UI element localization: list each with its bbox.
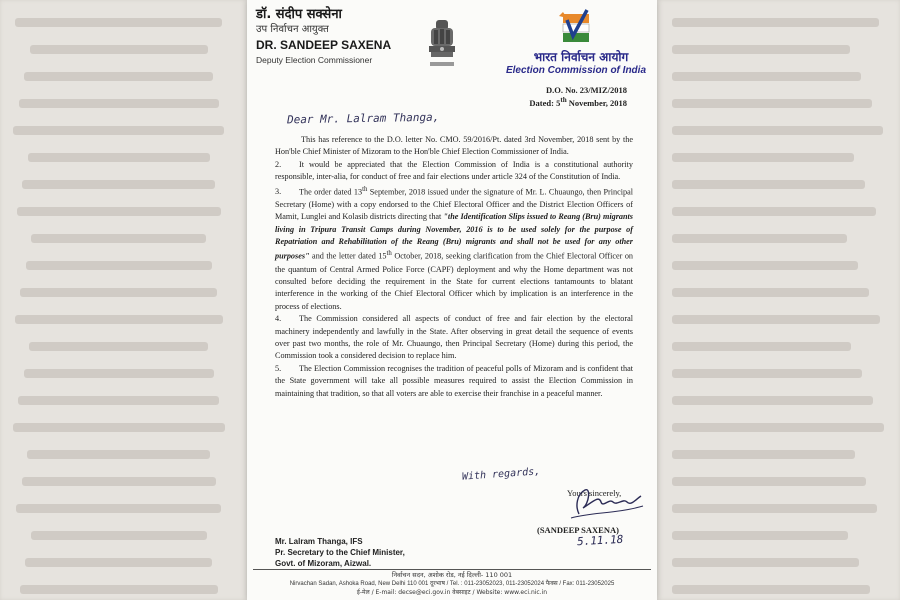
paragraph-4 — [275, 313, 633, 363]
letter-body — [275, 134, 633, 400]
date-prefix: Dated: 5 — [529, 97, 561, 108]
paragraph-number: 4. — [275, 314, 282, 324]
do-number: D.O. No. 23/MIZ/2018 — [546, 85, 627, 95]
footer-contact: ई-मेल / E-mail: decse@eci.gov.in वेबसाइट / Website: www.eci.nic.in — [356, 589, 548, 596]
paragraph-2 — [275, 159, 633, 184]
paragraph-3-text-b: September, 2018 issued under the signature of Mr. L. Chuaungo, then Principal Secretary (Home) with a copy endorsed to the Chief Electoral Officer and the District Election Officers of Mamit, Lunglei and Kolasib districts directing that — [275, 187, 633, 222]
blurred-text-line — [30, 45, 208, 54]
blurred-text-line — [672, 45, 850, 54]
blurred-text-line — [672, 315, 880, 324]
org-name-hindi: भारत निर्वाचन आयोग — [533, 50, 629, 64]
letter-date — [529, 96, 627, 108]
addressee-line-1: Mr. Lalram Thanga, IFS — [275, 537, 363, 546]
english-name: DR. SANDEEP SAXENA — [256, 38, 392, 52]
date-rest: November, 2018 — [566, 97, 627, 108]
ordinal-suffix: th — [362, 185, 368, 193]
paragraph-2-text: It would be appreciated that the Election Commission of India is a constitutional authority responsible, inter-alia, for conduct of free and fair elections under article 324 of the Constitution of India. — [275, 159, 633, 182]
blurred-text-line — [672, 234, 847, 243]
blurred-text-line — [672, 126, 883, 135]
blurred-text-line — [17, 207, 221, 216]
blurred-text-line — [26, 261, 212, 270]
national-emblem-icon — [425, 16, 459, 72]
handwritten-date: 5.11.18 — [576, 532, 624, 549]
blurred-text-line — [27, 450, 210, 459]
blurred-text-line — [15, 18, 222, 27]
blurred-text-line — [24, 72, 213, 81]
blurred-text-line — [15, 315, 223, 324]
addressee-line-3: Govt. of Mizoram, Aizwal. — [275, 559, 372, 568]
blurred-text-line — [672, 396, 873, 405]
quoted-order: "the Identification Slips issued to Reang (Bru) migrants living in Tripura Transit Camps during November, 2016 is to be used solely for the purpose of Repatriation and Rehabilitation of the Reang (Bru) migrants and shall not be used for any other purposes" — [275, 212, 633, 262]
blurred-text-line — [672, 99, 872, 108]
blurred-text-line — [672, 450, 855, 459]
blurred-text-line — [28, 153, 210, 162]
paragraph-3-text-d: October, 2018, seeking clarification from the Chief Electoral Officer on the quantum of Central Armed Police Force (CAPF) deployment and why the Home department was not consulted before deciding the requirement in the State for current elections tantamounts to blatant interference in the working of the Chief Electoral Officer which by implication is an interference in the process of elections. — [275, 252, 634, 311]
addressee-line-2: Pr. Secretary to the Chief Minister, — [275, 548, 405, 557]
blurred-text-line — [672, 72, 861, 81]
signer-name: (SANDEEP SAXENA) — [537, 525, 619, 535]
paragraph-1: This has reference to the D.O. letter No. CMO. 59/2016/Pt. dated 3rd November, 2018 sent by the Hon'ble Chief Minister of Mizoram to the Hon'ble Chief Election Commissioner of India. — [275, 135, 633, 157]
blurred-text-line — [13, 126, 224, 135]
blurred-text-line — [22, 477, 216, 486]
paragraph-3-text-a: The order dated 13 — [299, 187, 363, 197]
yours-sincerely: Yours sincerely, — [567, 488, 622, 498]
blurred-text-line — [672, 180, 865, 189]
footer-address-english: Nirvachan Sadan, Ashoka Road, New Delhi 110 001 दूरभाष / Tel. : 011-23052023, 011-23052024 फैक्स / Fax: 011-23052025 — [289, 581, 615, 587]
footer-address-hindi: निर्वाचन सदन, अशोक रोड, नई दिल्ली- 110 001 — [391, 571, 513, 579]
blurred-text-line — [672, 423, 884, 432]
blurred-text-line — [672, 261, 858, 270]
blurred-text-line — [672, 369, 862, 378]
blurred-text-line — [31, 531, 207, 540]
date-suffix-ordinal: th — [560, 96, 567, 104]
paragraph-5-text: The Election Commission recognises the tradition of peaceful polls of Mizoram and is confident that the State government will take all possible measures required to assist the Election Commission in maintaining that tradition, so that all voters are able to exercise their franchise in a peaceful manner. — [275, 363, 633, 398]
blurred-text-line — [672, 531, 848, 540]
blurred-text-line — [672, 153, 854, 162]
blurred-text-line — [29, 342, 208, 351]
paragraph-5 — [275, 363, 633, 400]
addressee-block — [275, 536, 405, 569]
blurred-text-line — [672, 558, 859, 567]
hindi-designation: उप निर्वाचन आयुक्त — [256, 24, 329, 35]
ordinal-suffix: th — [386, 250, 392, 258]
blurred-text-line — [16, 504, 221, 513]
paragraph-3-text-c: and the letter dated 15 — [309, 252, 387, 262]
signature-icon — [565, 476, 645, 522]
paragraph-number: 2. — [275, 159, 282, 169]
blurred-text-line — [672, 18, 879, 27]
blurred-text-line — [672, 288, 869, 297]
blurred-text-line — [31, 234, 206, 243]
blurred-text-line — [20, 585, 218, 594]
blurred-text-line — [672, 504, 877, 513]
blurred-text-line — [672, 342, 851, 351]
blurred-text-line — [672, 207, 876, 216]
blurred-text-line — [22, 180, 215, 189]
paragraph-number: 3. — [275, 187, 282, 197]
letter-page — [247, 0, 657, 600]
blurred-text-line — [18, 396, 219, 405]
hindi-name: डॉ. संदीप सक्सेना — [256, 7, 342, 22]
blurred-text-line — [19, 99, 219, 108]
blurred-text-line — [20, 288, 217, 297]
eci-logo-icon — [553, 6, 597, 46]
org-name-english: Election Commission of India — [505, 65, 646, 76]
paragraph-4-text: The Commission considered all aspects of conduct of free and fair election by the electoral machinery independently and lawfully in the State. After observing in great detail the sequence of events over past two months, the role of Mr. Chuaungo, then Principal Secretary (Home) during this period, the Commission took a considered decision to replace him. — [275, 314, 633, 361]
paragraph-number: 5. — [275, 363, 282, 373]
english-designation: Deputy Election Commissioner — [256, 55, 373, 65]
blurred-text-line — [13, 423, 225, 432]
blurred-text-line — [25, 558, 212, 567]
blurred-text-line — [672, 477, 866, 486]
blurred-text-line — [672, 585, 870, 594]
blurred-text-line — [24, 369, 214, 378]
handwritten-salutation: Dear Mr. Lalram Thanga, — [286, 110, 440, 127]
handwritten-closing: With regards, — [461, 466, 541, 483]
paragraph-3 — [275, 184, 633, 314]
